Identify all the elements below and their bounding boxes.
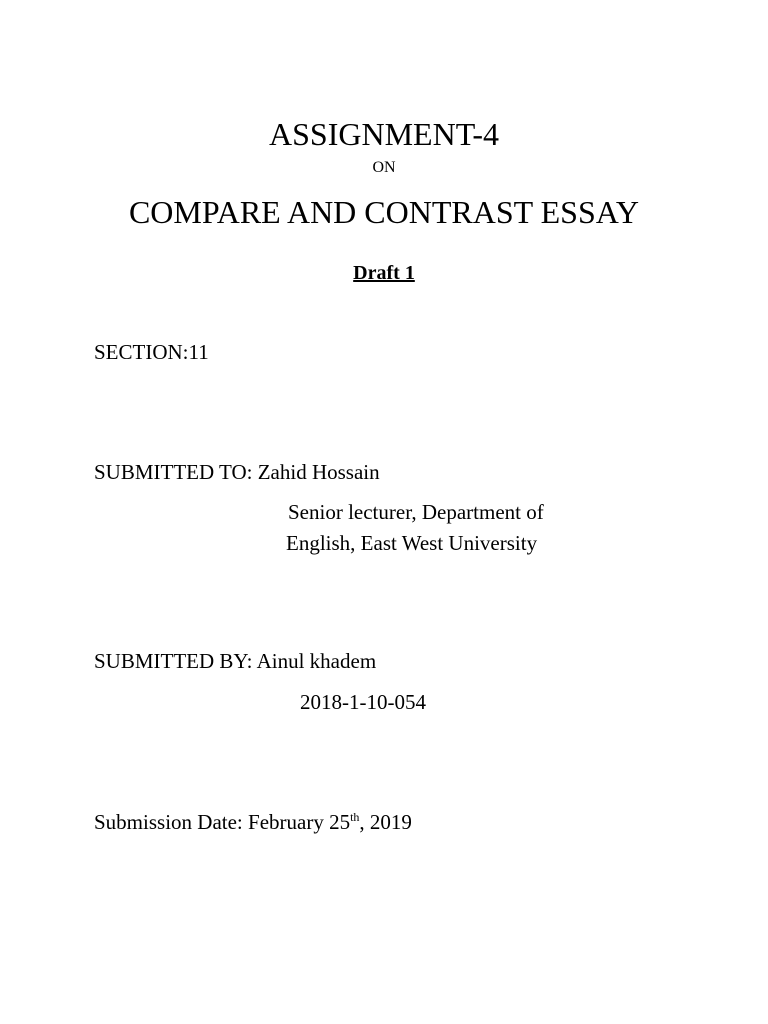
submitted-by-line — [94, 647, 376, 675]
section-line: SECTION:11 — [94, 340, 209, 364]
submitted-by-label: SUBMITTED BY: — [94, 649, 253, 673]
assignment-title: ASSIGNMENT-4 — [269, 116, 499, 152]
student-id: 2018-1-10-054 — [300, 690, 426, 714]
instructor-title-line2: English, East West University — [286, 531, 538, 555]
student-name: Ainul khadem — [256, 649, 377, 673]
instructor-title-line1: Senior lecturer, Department of — [288, 500, 544, 524]
instructor-name: Zahid Hossain — [257, 460, 380, 484]
date-ordinal-suffix: th — [350, 810, 360, 824]
submission-date-label: Submission Date: — [94, 810, 243, 834]
submission-date-line — [94, 808, 412, 836]
submitted-to-label: SUBMITTED TO: — [94, 460, 253, 484]
submission-date-year: , 2019 — [359, 810, 412, 834]
essay-title: COMPARE AND CONTRAST ESSAY — [128, 194, 640, 230]
submission-date-month-day: February 25 — [248, 810, 351, 834]
on-label: ON — [372, 159, 396, 176]
draft-label: Draft 1 — [353, 262, 415, 284]
submitted-to-line — [94, 458, 380, 486]
